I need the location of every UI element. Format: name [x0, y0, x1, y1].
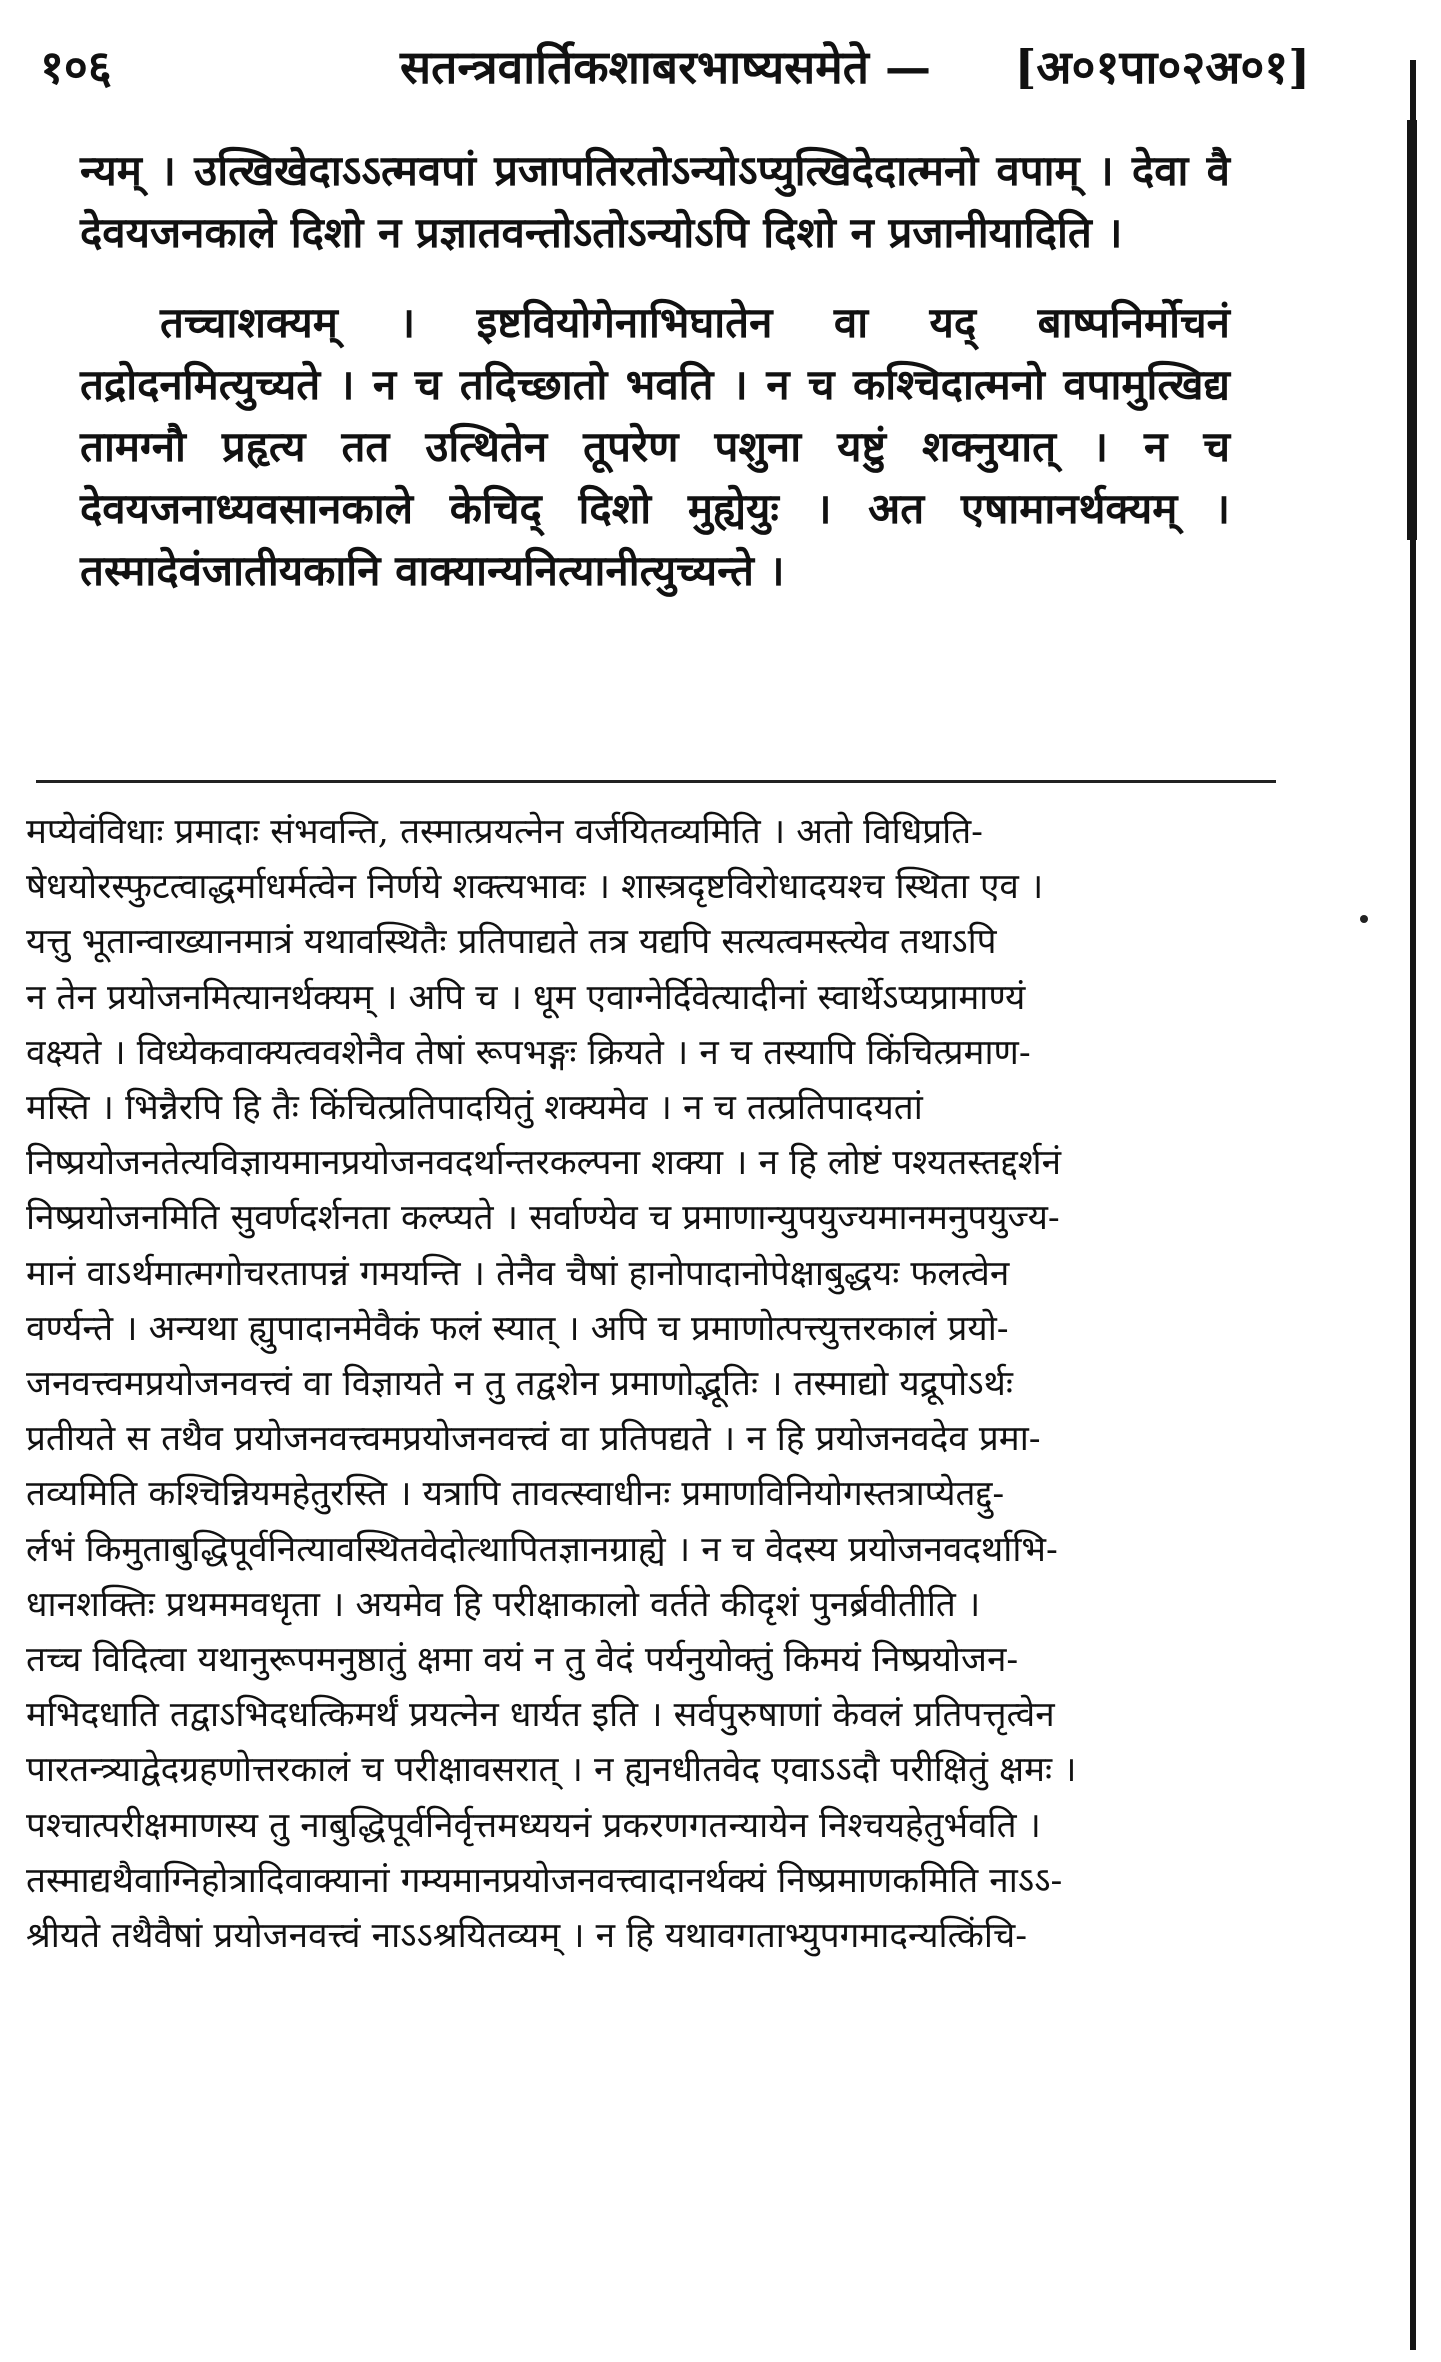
commentary-line: जनवत्त्वमप्रयोजनवत्त्वं वा विज्ञायते न तु तद्वशेन प्रमाणोद्भूतिः । तस्माद्यो यद्रूपोऽर्थः	[26, 1364, 1013, 1405]
commentary-line: वक्ष्यते । विध्येकवाक्यत्ववशेनैव तेषां रूपभङ्गः क्रियते । न च तस्यापि किंचित्प्रमाण-	[26, 1032, 1031, 1073]
main-paragraph: न्यम् । उत्खिखेदाऽऽत्मवपां प्रजापतिरतोऽन्योऽप्युत्खिदेदात्मनो वपाम् । देवा वै देवयजनकाले दिशो न प्रज्ञातवन्तोऽतोऽन्योऽपि दिशो न प्रजानीयादिति ।	[80, 146, 1230, 257]
commentary-line: निष्प्रयोजनमिति सुवर्णदर्शनता कल्प्यते । सर्वाण्येव च प्रमाणान्युपयुज्यमानमनुपयुज्य-	[26, 1198, 1060, 1239]
commentary-line: धानशक्तिः प्रथममवधृता । अयमेव हि परीक्षाकालो वर्तते कीदृशं पुनर्ब्रवीतीति ।	[26, 1584, 981, 1625]
commentary-line: यत्तु भूतान्वाख्यानमात्रं यथावस्थितैः प्रतिपाद्यते तत्र यद्यपि सत्यत्वमस्त्येव तथाऽपि	[26, 922, 997, 963]
commentary-line: तव्यमिति कश्चिन्नियमहेतुरस्ति । यत्रापि तावत्स्वाधीनः प्रमाणविनियोगस्तत्राप्येतद्दु-	[26, 1474, 1005, 1515]
commentary-line: मानं वाऽर्थमात्मगोचरतापन्नं गमयन्ति । तेनैव चैषां हानोपादानोपेक्षाबुद्धयः फलत्वेन	[26, 1253, 1010, 1294]
running-title: सतन्त्रवार्तिकशाबरभाष्यसमेते —	[400, 40, 931, 94]
running-header	[40, 22, 1310, 112]
commentary-line: तच्च विदित्वा यथानुरूपमनुष्ठातुं क्षमा वयं न तु वेदं पर्यनुयोक्तुं किमयं निष्प्रयोजन-	[26, 1640, 1019, 1681]
commentary-line: निष्प्रयोजनतेत्यविज्ञायमानप्रयोजनवदर्थान्तरकल्पना शक्या । न हि लोष्टं पश्यतस्तद्दर्शनं	[26, 1143, 1061, 1184]
page-edge-mark	[1407, 120, 1417, 540]
margin-speck	[1360, 915, 1368, 923]
commentary-line: वर्ण्यन्ते । अन्यथा ह्युपादानमेवैकं फलं स्यात् । अपि च प्रमाणोत्पत्त्युत्तरकालं प्रयो-	[26, 1308, 1009, 1349]
commentary-line: श्रीयते तथैवैषां प्रयोजनवत्त्वं नाऽऽश्रयितव्यम् । न हि यथावगताभ्युपगमादन्यत्किंचि-	[26, 1916, 1028, 1957]
commentary-line: पारतन्त्र्याद्वेदग्रहणोत्तरकालं च परीक्षावसरात् । न ह्यनधीतवेद एवाऽऽदौ परीक्षितुं क्षमः ।	[26, 1750, 1077, 1791]
commentary-line: षेधयोरस्फुटत्वाद्धर्माधर्मत्वेन निर्णये शक्त्यभावः । शास्त्रदृष्टविरोधादयश्च स्थिता एव ।	[26, 867, 1044, 908]
commentary-line: मप्येवंविधाः प्रमादाः संभवन्ति, तस्मात्प्रयत्नेन वर्जयितव्यमिति । अतो विधिप्रति-	[26, 812, 984, 852]
commentary-text	[26, 805, 1286, 1964]
commentary-line: मभिदधाति तद्वाऽभिदधत्किमर्थं प्रयत्नेन धार्यत इति । सर्वपुरुषाणां केवलं प्रतिपत्तृत्वेन	[26, 1695, 1055, 1736]
commentary-line: प्रतीयते स तथैव प्रयोजनवत्त्वमप्रयोजनवत्त्वं वा प्रतिपद्यते । न हि प्रयोजनवदेव प्रमा-	[26, 1419, 1041, 1460]
section-divider	[36, 780, 1276, 783]
commentary-line: तस्माद्यथैवाग्निहोत्रादिवाक्यानां गम्यमानप्रयोजनवत्त्वादानर्थक्यं निष्प्रमाणकमिति नाऽऽ-	[26, 1860, 1063, 1901]
commentary-line: मस्ति । भिन्नैरपि हि तैः किंचित्प्रतिपादयितुं शक्यमेव । न च तत्प्रतिपादयतां	[26, 1088, 923, 1129]
main-text	[80, 140, 1230, 602]
section-reference: [अ०१पा०२अ०१]	[1014, 40, 1310, 94]
commentary-line: पश्चात्परीक्षमाणस्य तु नाबुद्धिपूर्वनिर्वृत्तमध्ययनं प्रकरणगतन्यायेन निश्चयहेतुर्भवति ।	[26, 1805, 1041, 1846]
page-number: १०६	[40, 40, 112, 94]
commentary-line: र्लभं किमुताबुद्धिपूर्वनित्यावस्थितवेदोत्थापितज्ञानग्राह्ये । न च वेदस्य प्रयोजनवदर्थाभि-	[26, 1529, 1058, 1570]
commentary-line: न तेन प्रयोजनमित्यानर्थक्यम् । अपि च । धूम एवाग्नेर्दिवेत्यादीनां स्वार्थेऽप्यप्रामाण्यं	[26, 977, 1026, 1018]
main-paragraph: तच्चाशक्यम् । इष्टवियोगेनाभिघातेन वा यद् बाष्पनिर्मोचनं तद्रोदनमित्युच्यते । न च तदिच्छातो भवति । न च कश्चिदात्मनो वपामुत्खिद्य तामग्नौ प्रहृत्य तत उत्थितेन तूपरेण पशुना यष्टुं शक्नुयात् । न च देवयजनाध्यवसानकाले केचिद् दिशो मुह्येयुः । अत एषामानर्थक्यम् । तस्मादेवंजातीयकानि वाक्यान्यनित्यानीत्युच्यन्ते ।	[80, 298, 1230, 595]
